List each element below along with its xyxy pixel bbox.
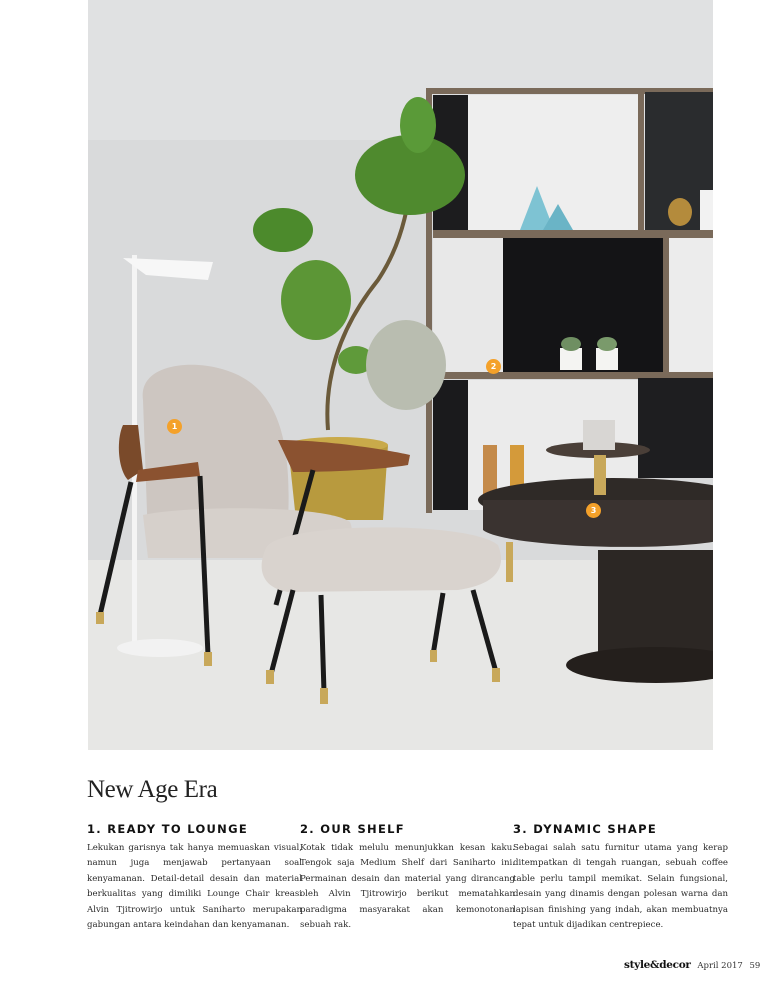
section-dynamic-shape <box>513 822 728 933</box>
section-body: Sebagai salah satu furnitur utama yang kerap ditempatkan di tengah ruangan, sebuah coffee table perlu tampil memikat. Selain fungsional, desain yang dinamis dengan polesan warna dan lapisan finishing yang indah, akan membuatnya tepat untuk dijadikan centrepiece. <box>513 843 728 931</box>
marker-1: 1 <box>167 419 182 434</box>
section-title: 3. DYNAMIC SHAPE <box>513 822 657 836</box>
article-headline: New Age Era <box>87 776 218 803</box>
issue-date: April 2017 <box>697 961 743 971</box>
interior-photo <box>88 0 713 750</box>
page-footer <box>620 959 760 971</box>
section-ready-to-lounge <box>87 822 302 933</box>
section-title: 1. READY TO LOUNGE <box>87 822 249 836</box>
section-title: 2. OUR SHELF <box>300 822 405 836</box>
marker-3: 3 <box>586 503 601 518</box>
section-our-shelf <box>300 822 515 933</box>
interior-illustration <box>88 0 713 750</box>
section-body: Kotak tidak melulu menunjukkan kesan kaku. Tengok saja Medium Shelf dari Saniharto ini. Permainan desain dan material yang dirancang oleh Alvin Tjitrowirjo berikut mematahkan paradigma masyarakat akan kemonotonan sebuah rak. <box>300 843 515 931</box>
page-number: 59 <box>749 961 761 971</box>
marker-2: 2 <box>486 359 501 374</box>
section-body: Lekukan garisnya tak hanya memuaskan visual, namun juga menjawab pertanyaan soal kenyamanan. Detail-detail desain dan material berkualitas yang dimiliki Lounge Chair kreasi Alvin Tjitrowirjo untuk Saniharto merupakan gabungan antara keindahan dan kenyamanan. <box>87 843 302 931</box>
magazine-brand: style&decor <box>624 959 691 971</box>
